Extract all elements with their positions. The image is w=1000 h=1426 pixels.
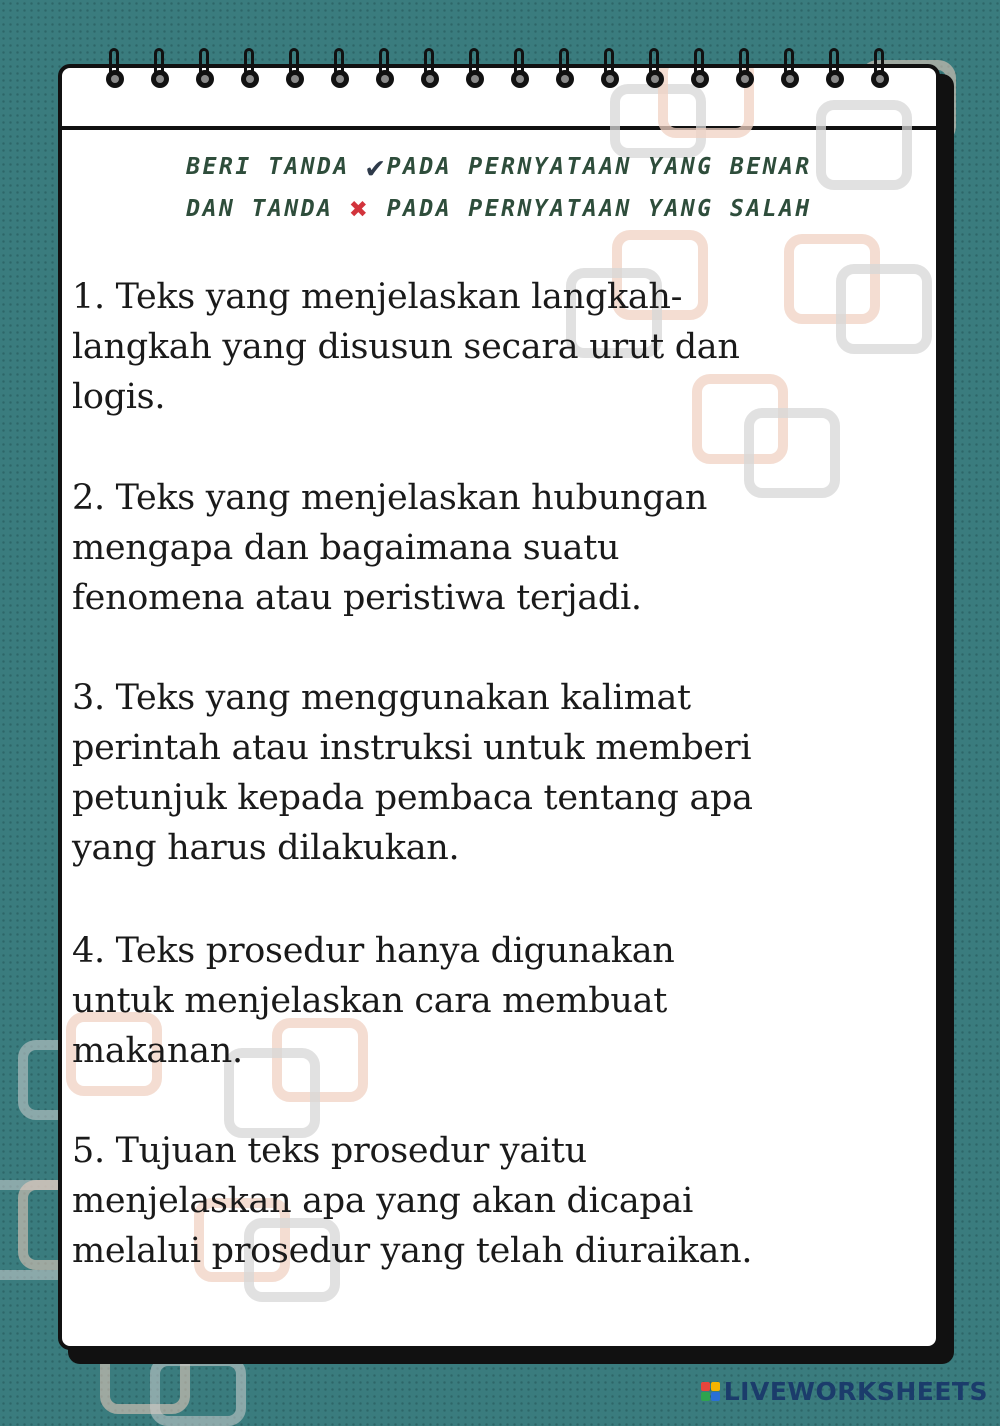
binding-ring xyxy=(828,48,842,84)
instruction-text: PADA PERNYATAAN YANG SALAH xyxy=(386,196,812,222)
spiral-binding xyxy=(0,0,1000,120)
decorative-square xyxy=(836,264,932,354)
question-2: 2. Teks yang menjelaskan hubungan mengapa dan bagaimana suatu fenomena atau peristiwa terjadi. xyxy=(72,478,708,618)
instruction-text: BERI TANDA xyxy=(186,154,350,180)
binding-ring xyxy=(738,48,752,84)
binding-ring xyxy=(423,48,437,84)
instruction-text: DAN TANDA xyxy=(186,196,334,222)
logo-tile xyxy=(711,1382,720,1391)
binding-ring xyxy=(333,48,347,84)
instruction-line-1 xyxy=(62,150,936,185)
cross-mark-icon: ✖ xyxy=(349,192,371,227)
question-4: 4. Teks prosedur hanya digunakan untuk menjelaskan cara membuat makanan. xyxy=(72,931,675,1071)
liveworksheets-watermark[interactable] xyxy=(701,1377,988,1406)
instruction-text: PADA PERNYATAAN YANG BENAR xyxy=(386,154,812,180)
question-5: 5. Tujuan teks prosedur yaitu menjelaskan apa yang akan dicapai melalui prosedur yang telah diuraikan. xyxy=(72,1131,753,1271)
binding-ring xyxy=(108,48,122,84)
decorative-square xyxy=(150,1356,246,1426)
binding-ring xyxy=(558,48,572,84)
binding-ring xyxy=(513,48,527,84)
watermark-text: LIVEWORKSHEETS xyxy=(723,1377,988,1406)
logo-tile xyxy=(711,1392,720,1401)
binding-ring xyxy=(153,48,167,84)
binding-ring xyxy=(288,48,302,84)
worksheet-card xyxy=(58,64,940,1350)
binding-ring xyxy=(468,48,482,84)
logo-tile xyxy=(701,1382,710,1391)
binding-ring xyxy=(378,48,392,84)
binding-ring xyxy=(693,48,707,84)
binding-ring xyxy=(243,48,257,84)
check-mark-icon: ✔ xyxy=(366,150,387,185)
question-1: 1. Teks yang menjelaskan langkah-langkah yang disusun secara urut dan logis. xyxy=(72,277,740,417)
logo-tile xyxy=(701,1392,710,1401)
instruction-line-2 xyxy=(62,192,936,227)
binding-ring xyxy=(603,48,617,84)
binding-ring xyxy=(648,48,662,84)
binding-ring xyxy=(783,48,797,84)
question-3: 3. Teks yang menggunakan kalimat perintah atau instruksi untuk memberi petunjuk kepada pembaca tentang apa yang harus dilakukan. xyxy=(72,678,753,868)
liveworksheets-logo-icon xyxy=(701,1382,720,1401)
binding-ring xyxy=(873,48,887,84)
binding-ring xyxy=(198,48,212,84)
